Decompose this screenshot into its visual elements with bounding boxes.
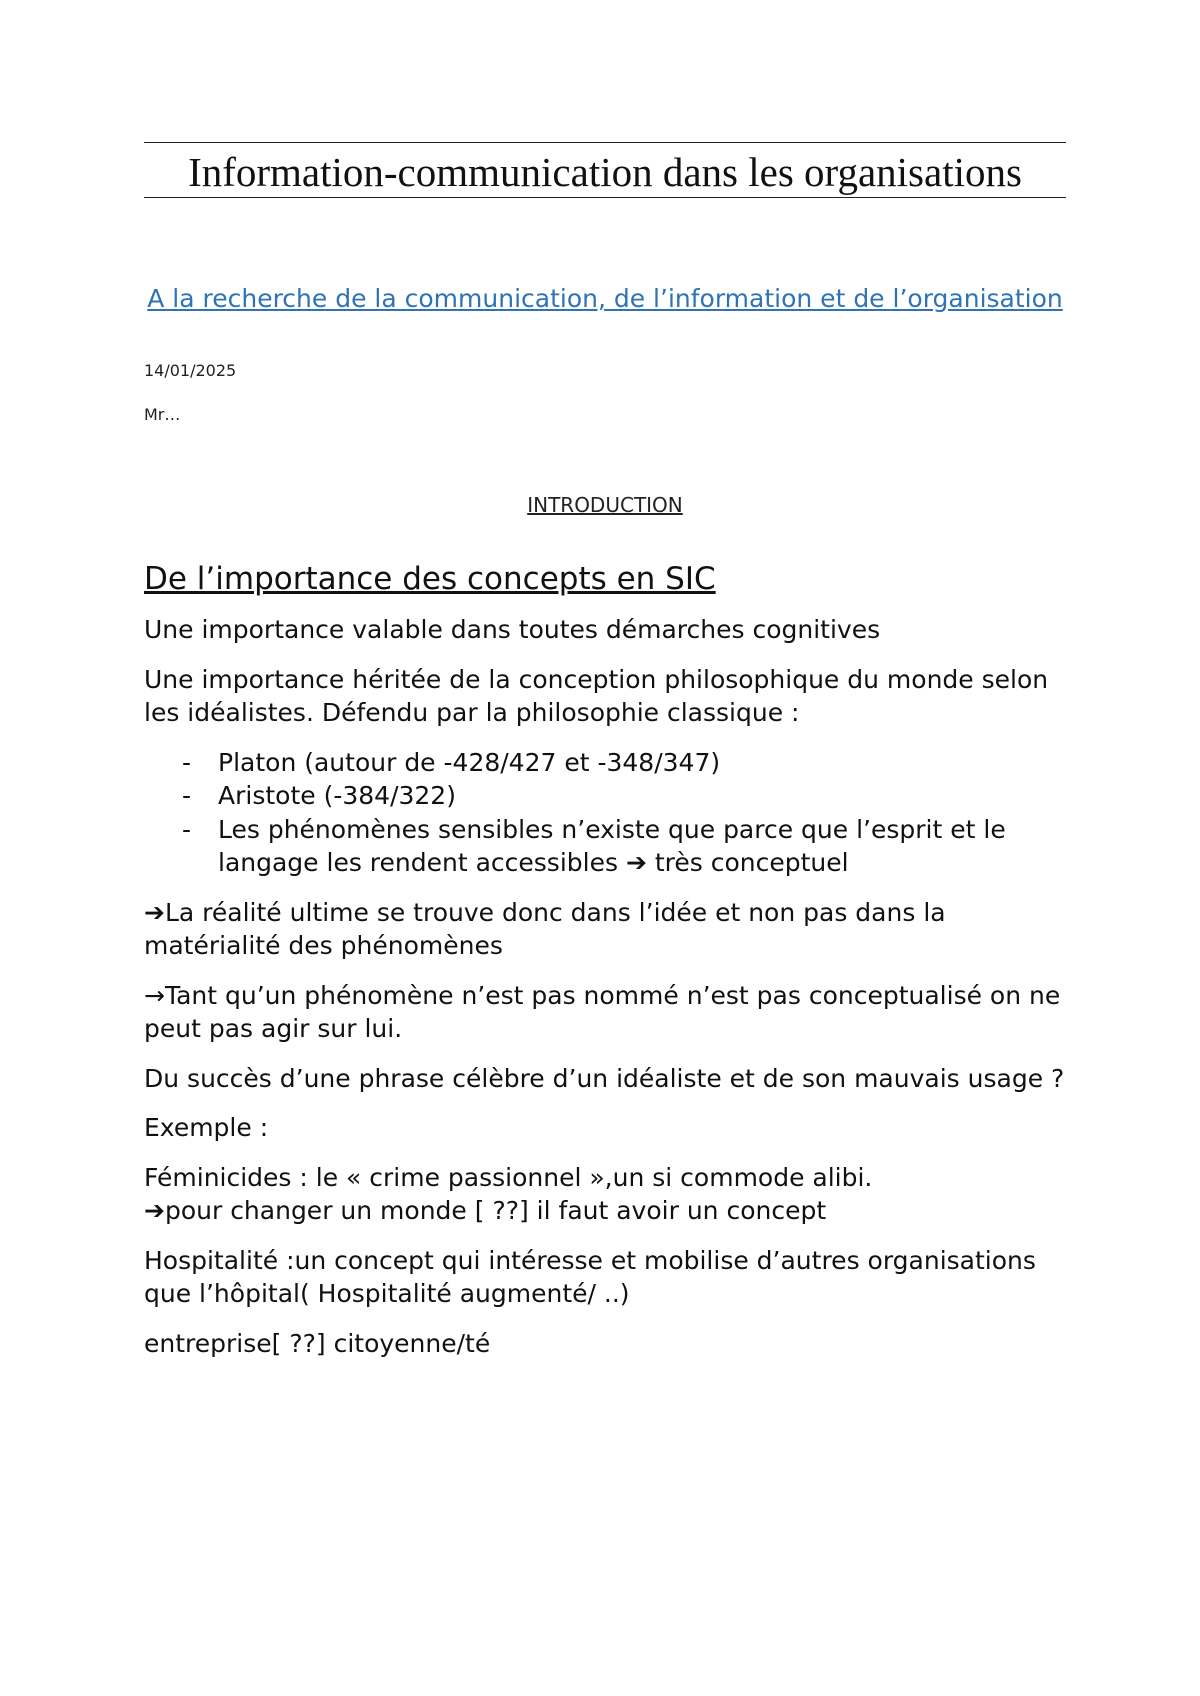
paragraph-2: Une importance héritée de la conception philosophique du monde selon les idéalistes. Défendu par la philosophie classique : bbox=[144, 664, 1049, 727]
list-item bbox=[144, 746, 1074, 780]
list-item-tail: très conceptuel bbox=[646, 848, 849, 877]
document-title: Information-communication dans les organisations bbox=[188, 149, 1022, 195]
philosophers-list bbox=[144, 746, 1074, 880]
paragraph-6: Exemple : bbox=[144, 1113, 269, 1142]
paragraph-7 bbox=[144, 1161, 1074, 1228]
list-item-text: Les phénomènes sensibles n’existe que parce que l’esprit et le langage les rendent accessibles bbox=[218, 814, 1006, 877]
bold-arrow-icon: ➔ bbox=[144, 1196, 165, 1225]
paragraph-7-line-2: pour changer un monde [ ??] il faut avoir un concept bbox=[164, 1196, 827, 1225]
document-subtitle: A la recherche de la communication, de l’information et de l’organisation bbox=[147, 284, 1063, 313]
paragraph-9: entreprise[ ??] citoyenne/té bbox=[144, 1328, 491, 1358]
document-body bbox=[144, 613, 1074, 1376]
paragraph-5: Du succès d’une phrase célèbre d’un idéaliste et de son mauvais usage ? bbox=[144, 1063, 1065, 1093]
paragraph-3 bbox=[144, 896, 1074, 963]
bold-arrow-icon: ➔ bbox=[625, 848, 647, 877]
list-dash: - bbox=[182, 747, 192, 777]
paragraph-7-line-1: Féminicides : le « crime passionnel »,un si commode alibi. bbox=[144, 1162, 873, 1192]
list-dash: - bbox=[182, 781, 192, 810]
document-author: Mr… bbox=[144, 405, 181, 424]
title-block bbox=[144, 142, 1066, 198]
introduction-label: INTRODUCTION bbox=[527, 493, 683, 517]
thin-arrow-icon: → bbox=[144, 980, 165, 1010]
section-heading: De l’importance des concepts en SIC bbox=[144, 561, 716, 597]
paragraph-3-text: La réalité ultime se trouve donc dans l’idée et non pas dans la matérialité des phénomènes bbox=[144, 897, 946, 960]
paragraph-4-text: Tant qu’un phénomène n’est pas nommé n’est pas conceptualisé on ne peut pas agir sur lui. bbox=[144, 980, 1061, 1043]
list-item bbox=[144, 779, 1074, 813]
paragraph-8: Hospitalité :un concept qui intéresse et mobilise d’autres organisations que l’hôpital( Hospitalité augmenté/ ..) bbox=[144, 1245, 1036, 1308]
paragraph-1: Une importance valable dans toutes démarches cognitives bbox=[144, 615, 881, 644]
paragraph-4 bbox=[144, 979, 1074, 1046]
list-item-text: Platon (autour de -428/427 et -348/347) bbox=[218, 747, 721, 777]
document-date: 14/01/2025 bbox=[144, 361, 237, 380]
list-item-text: Aristote (-384/322) bbox=[218, 781, 456, 810]
list-item bbox=[144, 813, 1074, 880]
bold-arrow-icon: ➔ bbox=[144, 897, 165, 927]
list-dash: - bbox=[182, 814, 192, 844]
